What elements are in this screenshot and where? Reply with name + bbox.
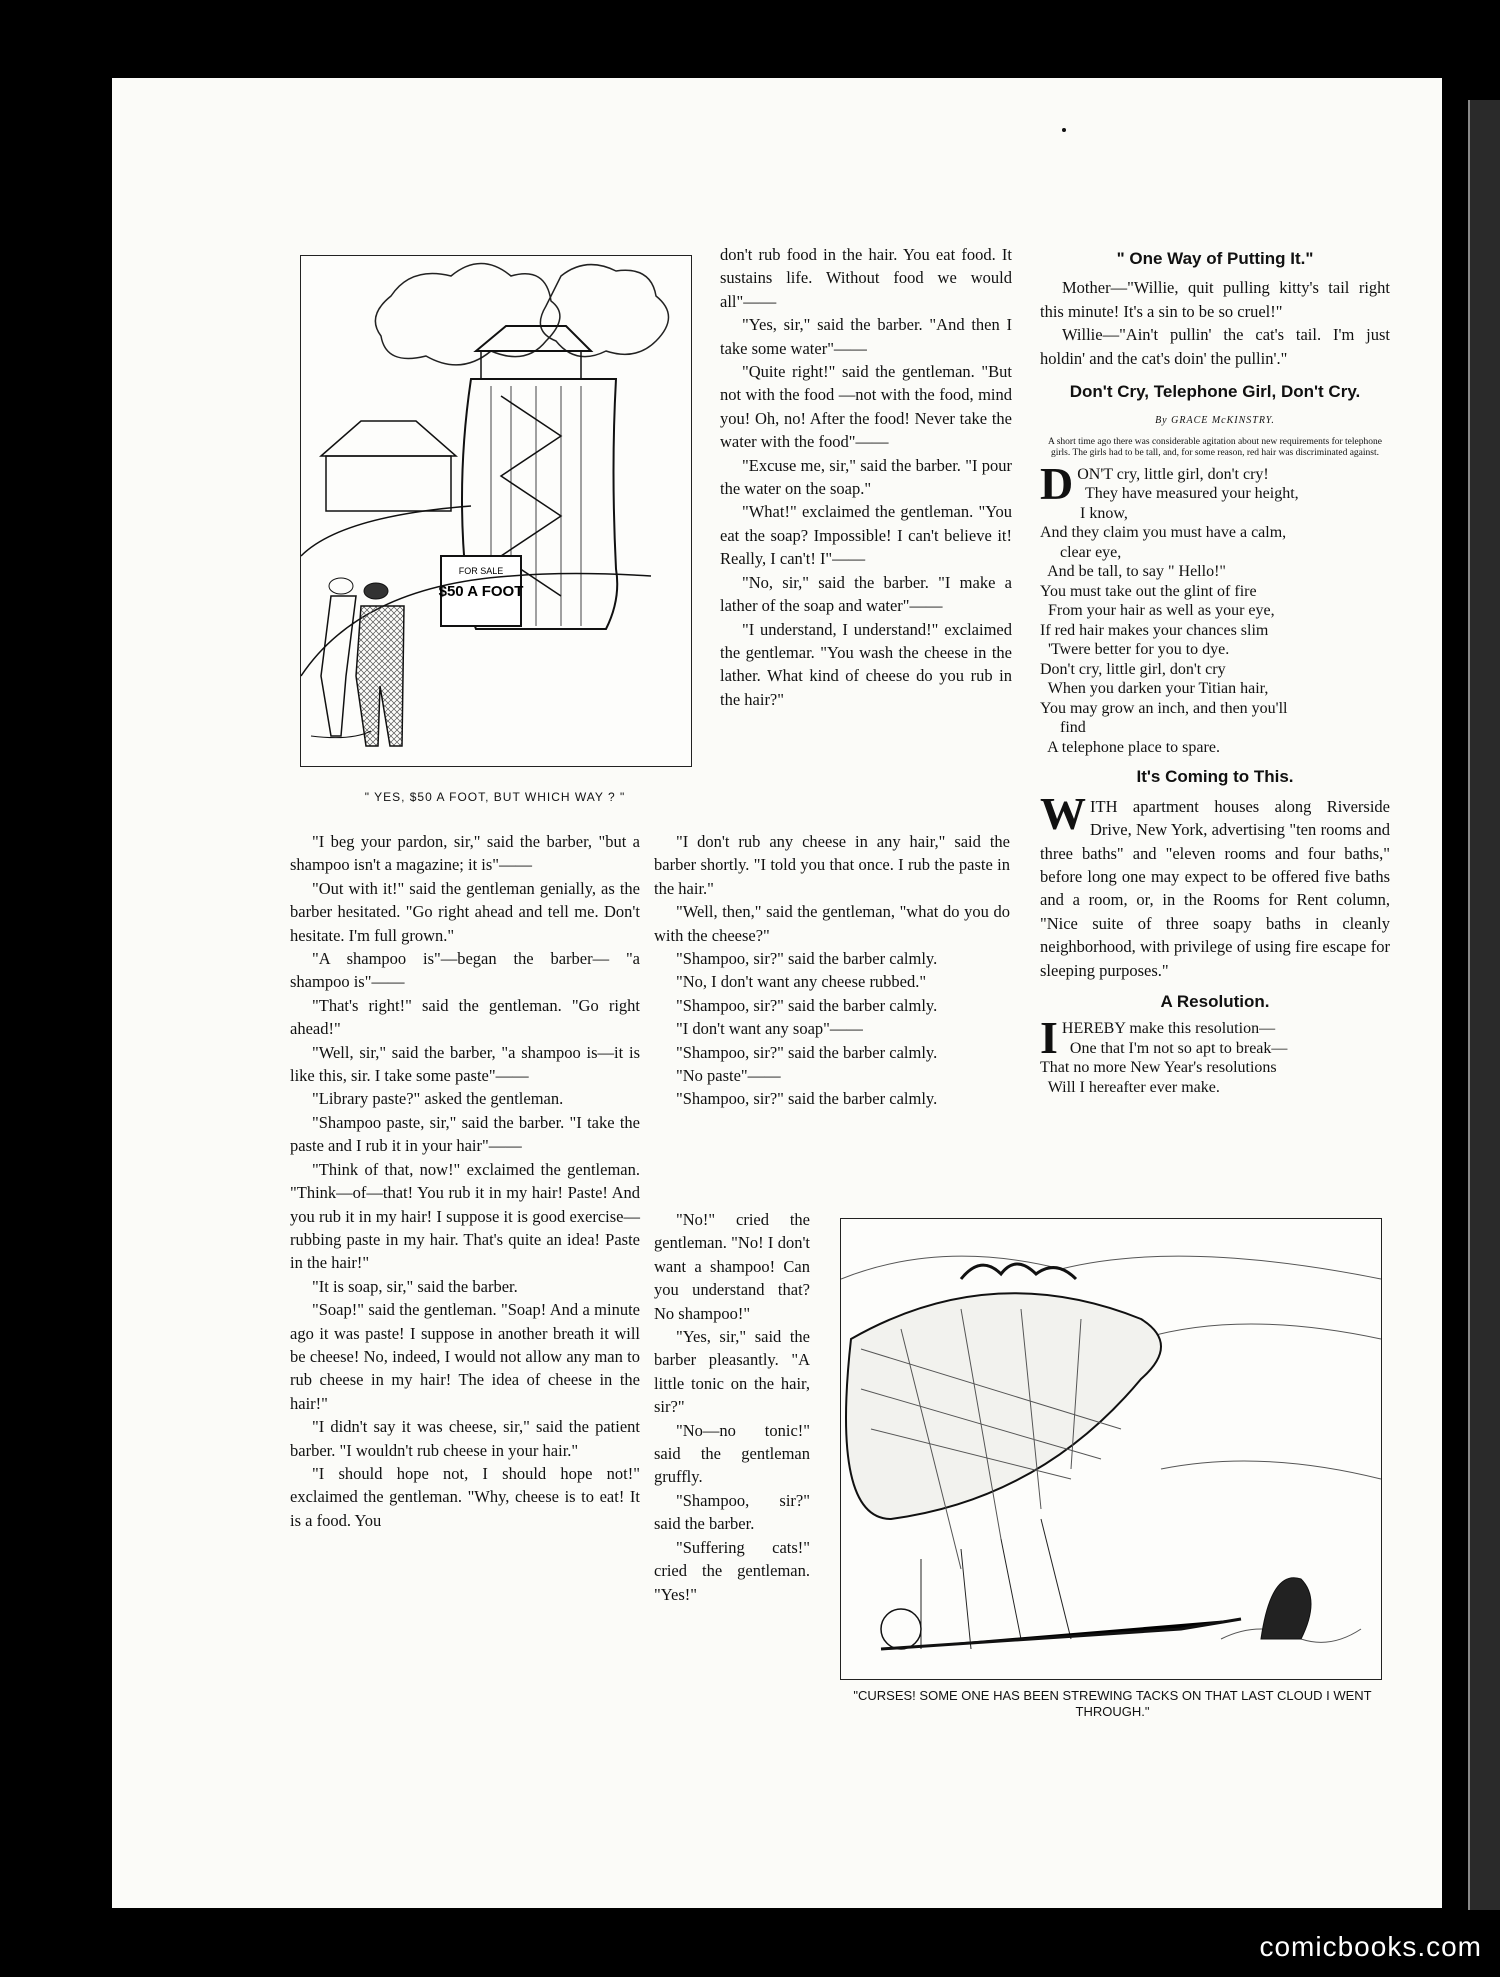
tower-roof xyxy=(476,326,591,351)
speck xyxy=(1062,128,1066,132)
tower-house xyxy=(481,351,581,379)
paragraph: "Well, then," said the gentleman, "what do you do with the cheese?" xyxy=(654,902,1010,945)
propeller xyxy=(1261,1578,1311,1639)
piece3-title: It's Coming to This. xyxy=(1136,767,1294,787)
dropcap: W xyxy=(1040,787,1086,839)
poem-line: HEREBY make this resolution— xyxy=(1061,1020,1276,1038)
paragraph: "Think of that, now!" exclaimed the gentleman. "Think—of—that! You rub it in my hair! Paste! And you rub it in my hair! I suppose it is good exercise—rubbing paste in my hair. That's quite an idea! Paste in the hair!" xyxy=(290,1159,640,1273)
poem-line: And be tall, to say " Hello!" xyxy=(1040,563,1226,581)
poem-resolution xyxy=(1040,1012,1390,1097)
smoke xyxy=(961,1264,1076,1279)
sign-price: $50 A FOOT xyxy=(438,583,524,600)
paragraph: "Excuse me, sir," said the barber. "I pour the water on the soap." xyxy=(720,455,1012,499)
paragraph: "Suffering cats!" cried the gentleman. "Yes!" xyxy=(654,1537,810,1604)
paragraph: "That's right!" said the gentleman. "Go right ahead!" xyxy=(290,995,640,1039)
paragraph: "A shampoo is"—began the barber— "a shampoo is"—— xyxy=(290,949,640,992)
piece2-title: Don't Cry, Telephone Girl, Don't Cry. xyxy=(1069,382,1361,402)
cloud-left xyxy=(375,264,560,365)
paragraph: "No, sir," said the barber. "I make a lather of the soap and water"—— xyxy=(720,572,1012,616)
dropcap: I xyxy=(1040,1012,1058,1064)
story-column-2-top xyxy=(720,243,1012,711)
man1-figure xyxy=(321,596,356,736)
poem-line: You must take out the glint of fire xyxy=(1040,582,1257,600)
paragraph: "Yes, sir," said the barber. "And then I take some water"—— xyxy=(720,315,1012,358)
watermark: comicbooks.com xyxy=(1259,1931,1482,1962)
piece3-body: ITH apartment houses along Riverside Drive, New York, advertising "ten rooms and three baths" and "eleven rooms and four baths," before long one may expect to be offered five baths and a room, or, in the Rooms for Rent column, "Nice suite of three soapy baths in cleanly neighborhood, with privilege of using fire escape for sleeping purposes." xyxy=(1040,796,1390,980)
next-page-edge xyxy=(1468,100,1500,1910)
piece1-title: " One Way of Putting It." xyxy=(1116,249,1314,268)
poem-line: Will I hereafter ever make. xyxy=(1040,1078,1220,1096)
story-column-2 xyxy=(654,830,1010,1111)
man1-hat xyxy=(329,578,353,594)
ropes xyxy=(921,1519,1071,1649)
story-column-1 xyxy=(290,830,640,1532)
paragraph: "No, I don't want any cheese rubbed." xyxy=(676,972,927,992)
paragraph: "No—no tonic!" said the gentleman gruffly. xyxy=(654,1420,810,1487)
poem-line: A telephone place to spare. xyxy=(1040,738,1220,756)
sign-text: FOR SALE xyxy=(458,566,504,576)
poem-line: One that I'm not so apt to break— xyxy=(1061,1039,1288,1057)
house-roof xyxy=(321,421,456,456)
illustration-airship xyxy=(840,1218,1382,1680)
paragraph: "It is soap, sir," said the barber. xyxy=(312,1276,518,1296)
paragraph: "Soap!" said the gentleman. "Soap! And a minute ago it was paste! I suppose in another breath it will be cheese! No, indeed, I would not allow any man to rub cheese in my hair! The idea of cheese in the hair!" xyxy=(290,1300,640,1413)
paragraph: "I understand, I understand!" exclaimed the gentlemar. "You wash the cheese in the lather. What kind of cheese do you rub in the hair?" xyxy=(720,619,1012,709)
paragraph: "Out with it!" said the gentleman genially, as the barber hesitated. "Go right ahead and tell me. Don't hesitate. I'm full grown." xyxy=(290,878,640,945)
poem-line: Don't cry, little girl, don't cry xyxy=(1040,660,1226,678)
piece2-note: A short time ago there was considerable agitation about new requirements for telephone girls. The girls had to be tall, and, for some reason, red hair was discriminated against. xyxy=(1048,436,1382,458)
poem-line: They have measured your height, xyxy=(1077,485,1299,503)
illustration2-caption: "CURSES! SOME ONE HAS BEEN STREWING TACKS ON THAT LAST CLOUD I WENT THROUGH." xyxy=(853,1688,1372,1719)
paragraph: "Shampoo, sir?" said the barber calmly. xyxy=(676,949,938,969)
paragraph: "Yes, sir," said the barber pleasantly. "A little tonic on the hair, sir?" xyxy=(654,1327,810,1417)
poem-line: clear eye, xyxy=(1040,543,1122,561)
poem-line: 'Twere better for you to dye. xyxy=(1040,641,1230,659)
paragraph: "No paste"—— xyxy=(676,1066,781,1086)
paragraph: "Shampoo, sir?" said the barber calmly. xyxy=(676,1089,938,1109)
column-3 xyxy=(1040,243,1390,1097)
gondola xyxy=(881,1619,1241,1649)
paragraph: "Quite right!" said the gentleman. "But not with the food —not with the food, mind you! Oh, no! After the food! Never take the water with the food"—— xyxy=(720,362,1012,452)
paragraph xyxy=(1040,787,1390,982)
story-column-2-narrow xyxy=(654,1208,810,1606)
illustration1-caption: " YES, $50 A FOOT, BUT WHICH WAY ? " xyxy=(364,790,626,804)
poem-line: When you darken your Titian hair, xyxy=(1040,680,1269,698)
paragraph: "I don't want any soap"—— xyxy=(676,1019,863,1039)
paragraph: "I beg your pardon, sir," said the barber, "but a shampoo isn't a magazine; it is"—— xyxy=(290,832,640,875)
dropcap: D xyxy=(1040,457,1074,509)
paragraph: "Shampoo paste, sir," said the barber. "I take the paste and I rub it in your hair"—— xyxy=(290,1112,640,1156)
paragraph: "No!" cried the gentleman. "No! I don't want a shampoo! Can you understand that? No shampoo!" xyxy=(654,1210,810,1323)
paragraph: Mother—"Willie, quit pulling kitty's tail right this minute! It's a sin to be so cruel!" xyxy=(1040,278,1390,321)
balloon xyxy=(846,1293,1161,1519)
paragraph: "Well, sir," said the barber, "a shampoo is—it is like this, sir. I take some paste"—— xyxy=(290,1042,640,1086)
poem-line: If red hair makes your chances slim xyxy=(1040,621,1269,639)
paragraph: "I don't rub any cheese in any hair," said the barber shortly. "I told you that once. I rub the paste in the hair." xyxy=(654,832,1010,898)
poem-line: And they claim you must have a calm, xyxy=(1040,524,1287,542)
paragraph: "What!" exclaimed the gentleman. "You eat the soap? Impossible! I can't believe it! Really, I can't! I"—— xyxy=(720,502,1012,569)
man2-figure xyxy=(356,606,404,746)
poem-line: That no more New Year's resolutions xyxy=(1040,1059,1277,1077)
poem-line: From your hair as well as your eye, xyxy=(1040,602,1275,620)
man2-hat xyxy=(364,583,388,599)
paragraph: "I didn't say it was cheese, sir," said the patient barber. "I wouldn't rub cheese in your hair." xyxy=(290,1417,640,1460)
paragraph: "Shampoo, sir?" said the barber calmly. xyxy=(676,1042,938,1062)
piece2-byline: By GRACE McKINSTRY. xyxy=(1155,415,1275,427)
piece4-title: A Resolution. xyxy=(1160,992,1270,1011)
poem-line: ON'T cry, little girl, don't cry! xyxy=(1077,465,1269,483)
paragraph: don't rub food in the hair. You eat food. It sustains life. Without food we would all"—— xyxy=(720,245,1012,311)
poem-line: find xyxy=(1040,719,1086,737)
paragraph: "Shampoo, sir?" said the barber calmly. xyxy=(676,995,938,1015)
paragraph: "Library paste?" asked the gentleman. xyxy=(312,1089,564,1109)
paragraph: "Shampoo, sir?" said the barber. xyxy=(654,1490,810,1534)
poem-telephone-girl xyxy=(1040,457,1390,758)
land-sale-drawing xyxy=(301,256,691,766)
illustration-land-for-sale xyxy=(300,255,692,767)
house xyxy=(326,456,451,511)
airship-drawing xyxy=(841,1219,1381,1679)
poem-line: I know, xyxy=(1040,504,1128,522)
paragraph: "I should hope not, I should hope not!" exclaimed the gentleman. "Why, cheese is to eat! It is a food. You xyxy=(290,1463,640,1530)
poem-line: You may grow an inch, and then you'll xyxy=(1040,699,1288,717)
paragraph: Willie—"Ain't pullin' the cat's tail. I'm just holdin' and the cat's doin' the pullin'." xyxy=(1040,325,1390,368)
pilot-head xyxy=(881,1609,921,1649)
